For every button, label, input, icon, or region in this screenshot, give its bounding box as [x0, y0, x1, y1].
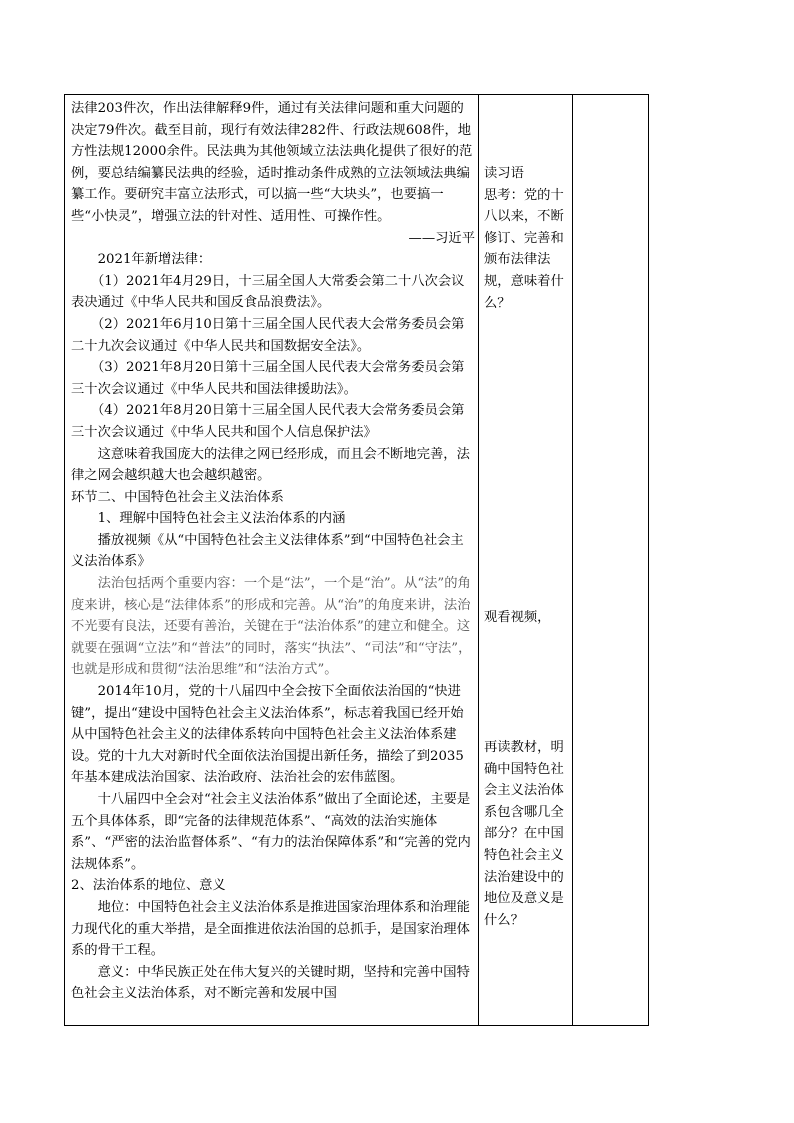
subheading-1: 1、理解中国特色社会主义法治体系的内涵	[97, 511, 346, 527]
quote-text: 法律203件次，作出法律解释9件，通过有关法律问题和重大问题的决定79件次。截至目前，现行有效法律282件、行政法规608件，地方性法规12000余件。民法典为其他领域立法法典化提供了很好的范例，要总结编纂民法典的经验，适时推动条件成熟的立法领域法典编纂工作。要研究丰富立法形式，可以搞一些“大块头”，也要搞一些“小快灵”，增强立法的针对性、适用性、可操作性。	[71, 101, 473, 224]
law-item-2: （2）2021年6月10日第十三届全国人民代表大会常务委员会第二十九次会议通过《中华人民共和国数据安全法》。	[71, 316, 465, 354]
teaching-content	[71, 98, 475, 1005]
significance-paragraph: 意义：中华民族正处在伟大复兴的关键时期，坚持和完善中国特色社会主义法治体系，对不断完善和发展中国	[71, 964, 470, 1002]
read-quote-label: 读习语	[484, 166, 524, 181]
student-activity-3	[484, 737, 568, 931]
five-systems-paragraph: 十八届四中全会对“社会主义法治体系”做出了全面论述，主要是五个具体体系，即“完备的法律规范体系”、“高效的法治实施体系”、“严密的法治监督体系”、“有力的法治保障体系”和“完善的党内法规体系”。	[71, 792, 471, 872]
watch-video-label: 观看视频，	[484, 610, 551, 625]
think-question: 思考：党的十八以来，不断修订、完善和颁布法律法规，意味着什么？	[484, 187, 564, 311]
lesson-table	[64, 94, 649, 1026]
video-note: 播放视频《从“中国特色社会主义法律体系”到“中国特色社会主义法治体系》	[71, 532, 464, 570]
student-activity-2	[484, 607, 568, 629]
law-item-4: （4）2021年8月20日第十三届全国人民代表大会常务委员会第三十次会议通过《中华人民共和国个人信息保护法》	[71, 403, 465, 440]
law-item-1: （1）2021年4月29日，十三届全国人大常委会第二十八次会议表决通过《中华人民共和国反食品浪费法》。	[71, 273, 465, 311]
reread-question: 再读教材，明确中国特色社会主义法治体系包含哪几全部分？在中国特色社会主义法治建设中的地位及意义是什么？	[484, 740, 564, 928]
student-activity-1	[484, 163, 568, 314]
law-item-3: （3）2021年8月20日第十三届全国人民代表大会常务委员会第三十次会议通过《中华人民共和国法律援助法》。	[71, 360, 465, 397]
status-paragraph: 地位：中国特色社会主义法治体系是推进国家治理体系和治理能力现代化的重大举措，是全面推进依法治国的总抓手，是国家治理体系的骨干工程。	[71, 899, 470, 959]
column-divider	[478, 95, 479, 1025]
rule-of-law-contents: 法治包括两个重要内容：一个是“法”，一个是“治”。从“法”的角度来讲，核心是“法律体系”的形成和完善。从“治”的角度来讲，法治不光要有良法，还要有善治，关键在于“法治体系”的建立和健全。这就要在强调“立法”和“普法”的同时，落实“执法”、“司法”和“守法”，也就是形成和贯彻“法治思维”和“法治方式”。	[71, 576, 472, 678]
law-net-meaning: 这意味着我国庞大的法律之网已经形成，而且会不断地完善，法律之网会越织越大也会越织越密。	[71, 446, 470, 484]
new-laws-title: 2021年新增法律：	[97, 252, 212, 268]
column-divider	[572, 95, 573, 1025]
quote-source: ——习近平	[408, 230, 475, 246]
subheading-2: 2、法治体系的地位、意义	[71, 878, 226, 894]
section-heading: 环节二、中国特色社会主义法治体系	[71, 489, 284, 505]
plenum-2014-paragraph: 2014年10月，党的十八届四中全会按下全面依法治国的“快进键”，提出“建设中国特色社会主义法治体系”，标志着我国已经开始从中国特色社会主义的法律体系转向中国特色社会主义法治体系建设。党的十九大对新时代全面依法治国提出新任务，描绘了到2035年基本建成法治国家、法治政府、法治社会的宏伟蓝图。	[71, 684, 464, 786]
